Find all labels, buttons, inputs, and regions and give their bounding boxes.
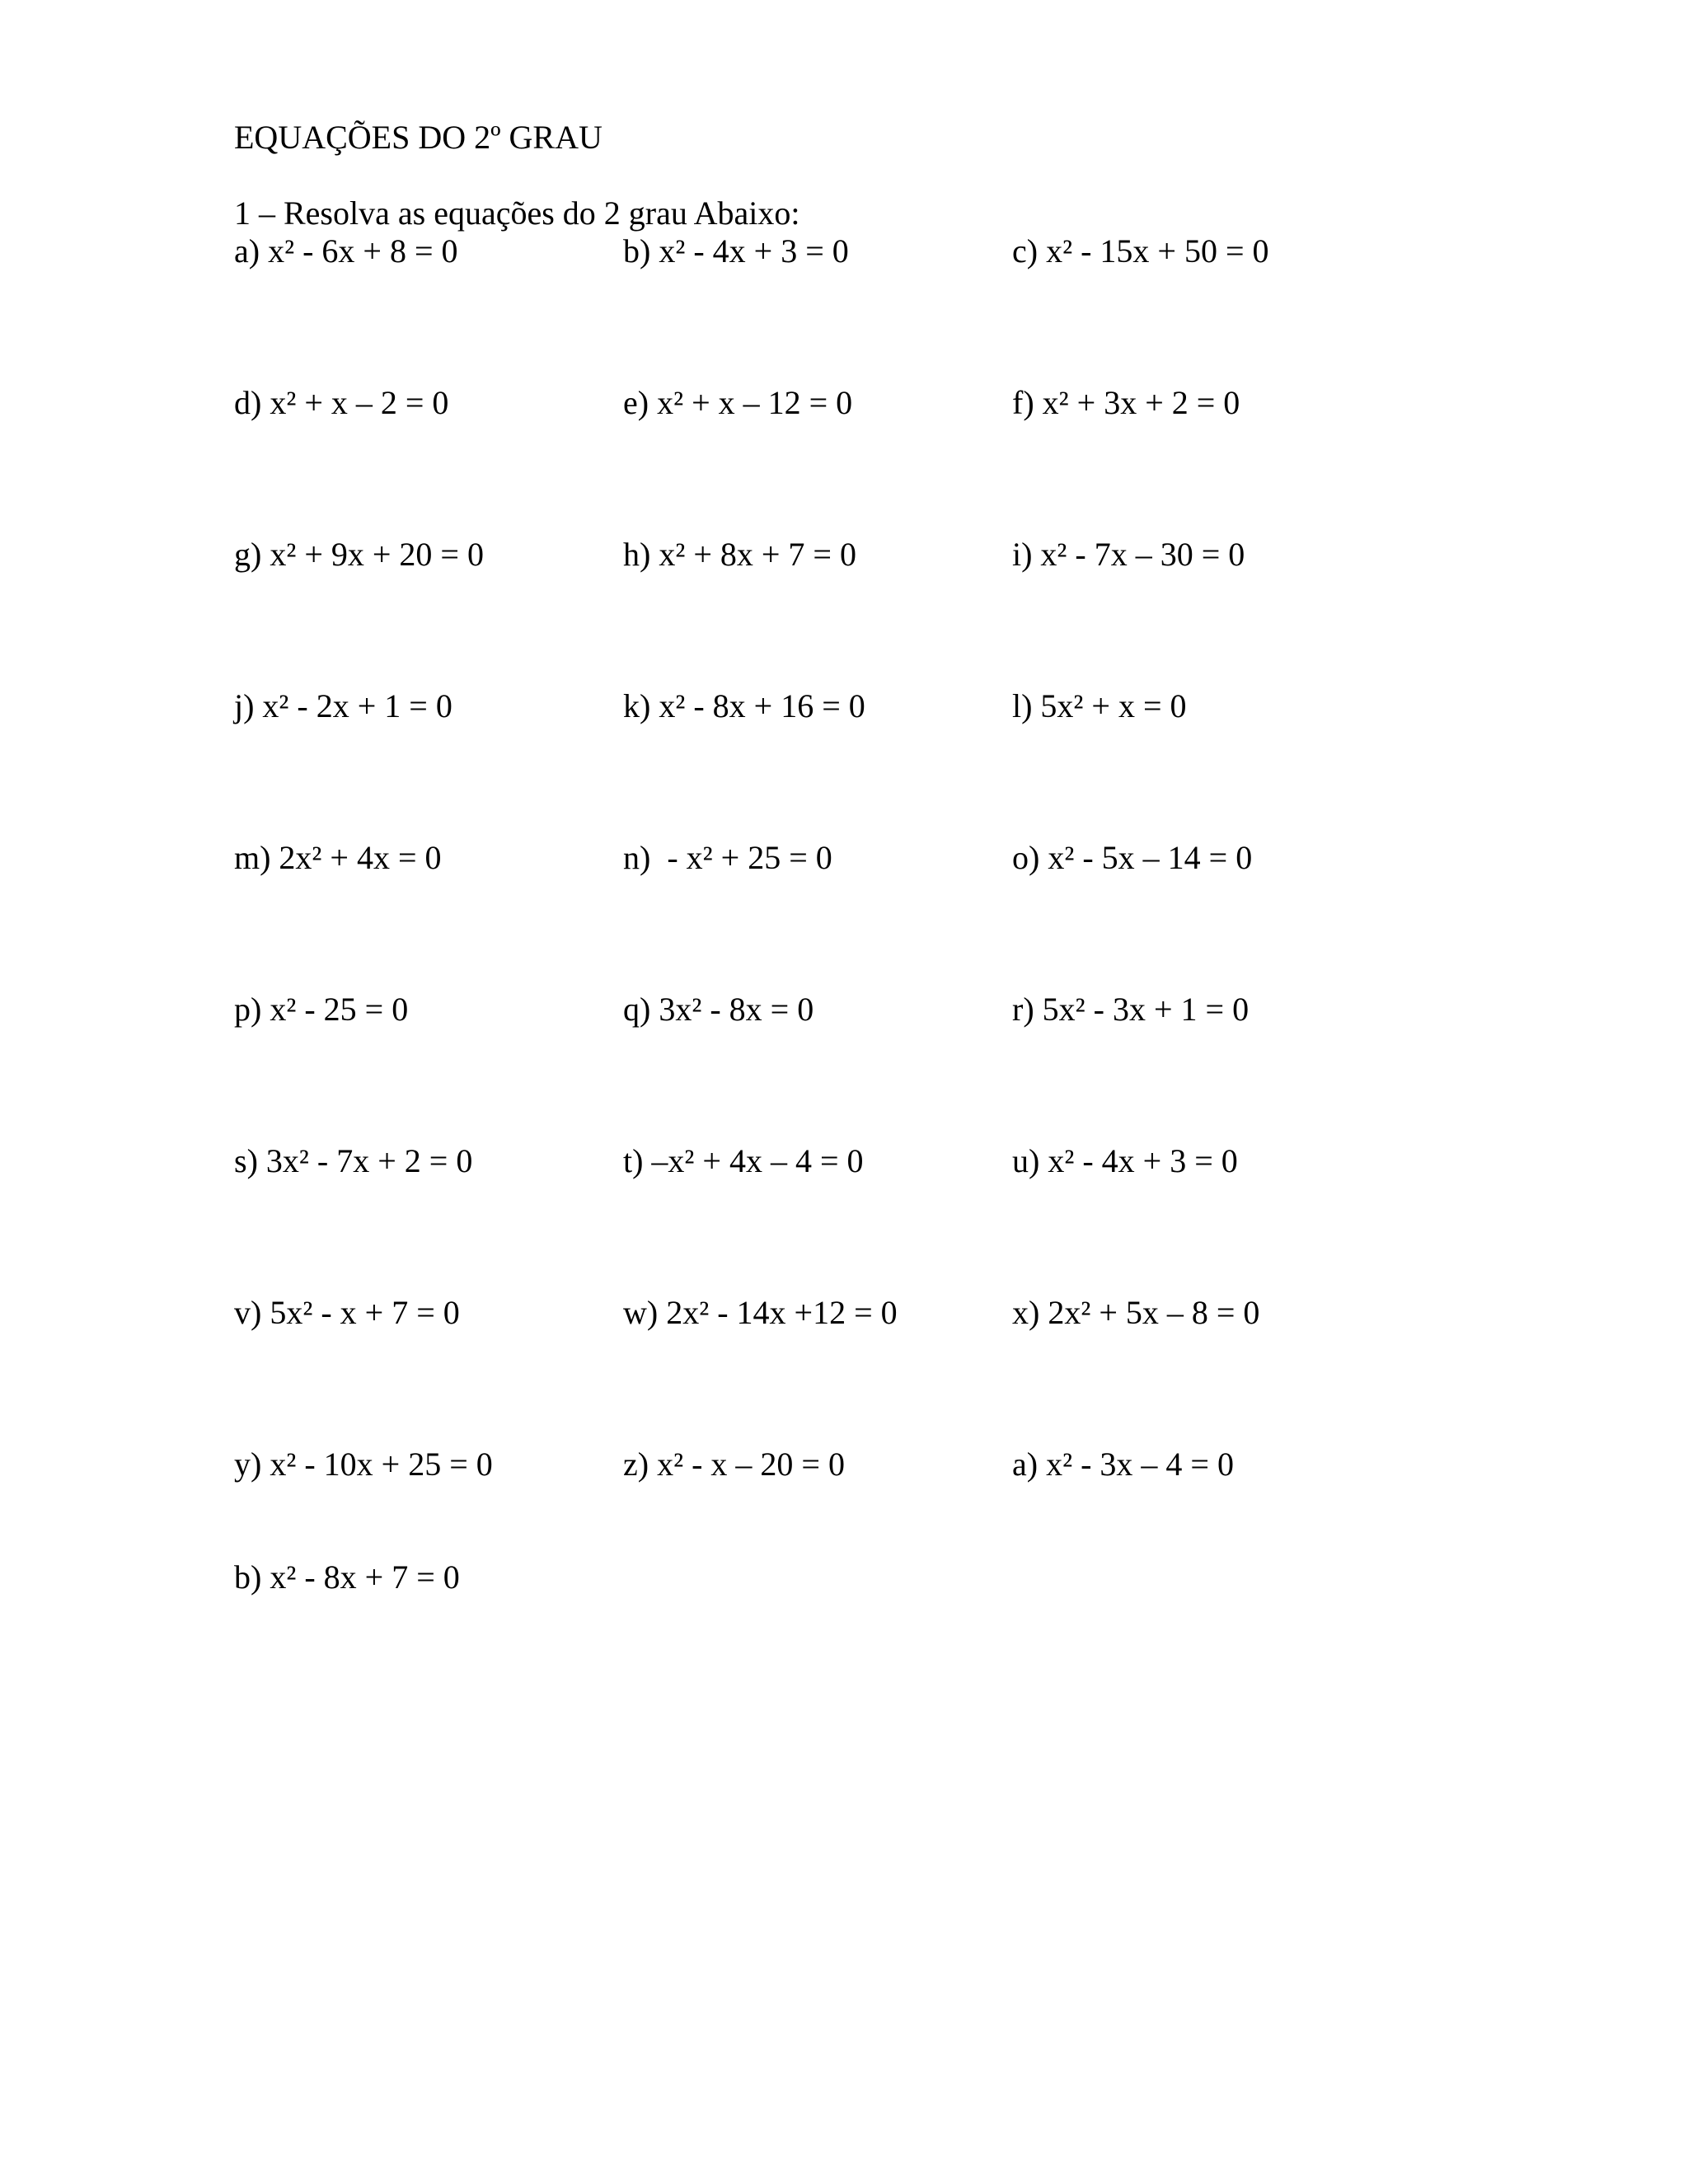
equation-k: k) x² - 8x + 16 = 0 (623, 687, 865, 724)
equation-o: o) x² - 5x – 14 = 0 (1012, 839, 1253, 876)
equation-f: f) x² + 3x + 2 = 0 (1012, 384, 1240, 421)
page-title: EQUAÇÕES DO 2º GRAU (234, 119, 603, 156)
equation-q: q) 3x² - 8x = 0 (623, 991, 814, 1028)
equation-l: l) 5x² + x = 0 (1012, 687, 1187, 724)
equation-r: r) 5x² - 3x + 1 = 0 (1012, 991, 1250, 1028)
equation-s: s) 3x² - 7x + 2 = 0 (234, 1142, 473, 1179)
equation-w: w) 2x² - 14x +12 = 0 (623, 1294, 898, 1331)
equation-h: h) x² + 8x + 7 = 0 (623, 536, 856, 573)
equation-v: v) 5x² - x + 7 = 0 (234, 1294, 460, 1331)
equation-i: i) x² - 7x – 30 = 0 (1012, 536, 1245, 573)
equation-b2: b) x² - 8x + 7 = 0 (234, 1558, 460, 1596)
equation-m: m) 2x² + 4x = 0 (234, 839, 442, 876)
equation-e: e) x² + x – 12 = 0 (623, 384, 853, 421)
equation-g: g) x² + 9x + 20 = 0 (234, 536, 484, 573)
equation-c: c) x² - 15x + 50 = 0 (1012, 232, 1269, 269)
equation-z: z) x² - x – 20 = 0 (623, 1446, 845, 1483)
equation-j: j) x² - 2x + 1 = 0 (234, 687, 452, 724)
equation-d: d) x² + x – 2 = 0 (234, 384, 449, 421)
equation-u: u) x² - 4x + 3 = 0 (1012, 1142, 1238, 1179)
equation-a: a) x² - 6x + 8 = 0 (234, 232, 458, 269)
equation-y: y) x² - 10x + 25 = 0 (234, 1446, 493, 1483)
equation-a2: a) x² - 3x – 4 = 0 (1012, 1446, 1234, 1483)
exercise-instruction: 1 – Resolva as equações do 2 grau Abaixo: (234, 194, 800, 232)
equation-n: n) - x² + 25 = 0 (623, 839, 832, 876)
equation-b: b) x² - 4x + 3 = 0 (623, 232, 849, 269)
equation-x: x) 2x² + 5x – 8 = 0 (1012, 1294, 1260, 1331)
equation-p: p) x² - 25 = 0 (234, 991, 409, 1028)
equation-t: t) –x² + 4x – 4 = 0 (623, 1142, 864, 1179)
